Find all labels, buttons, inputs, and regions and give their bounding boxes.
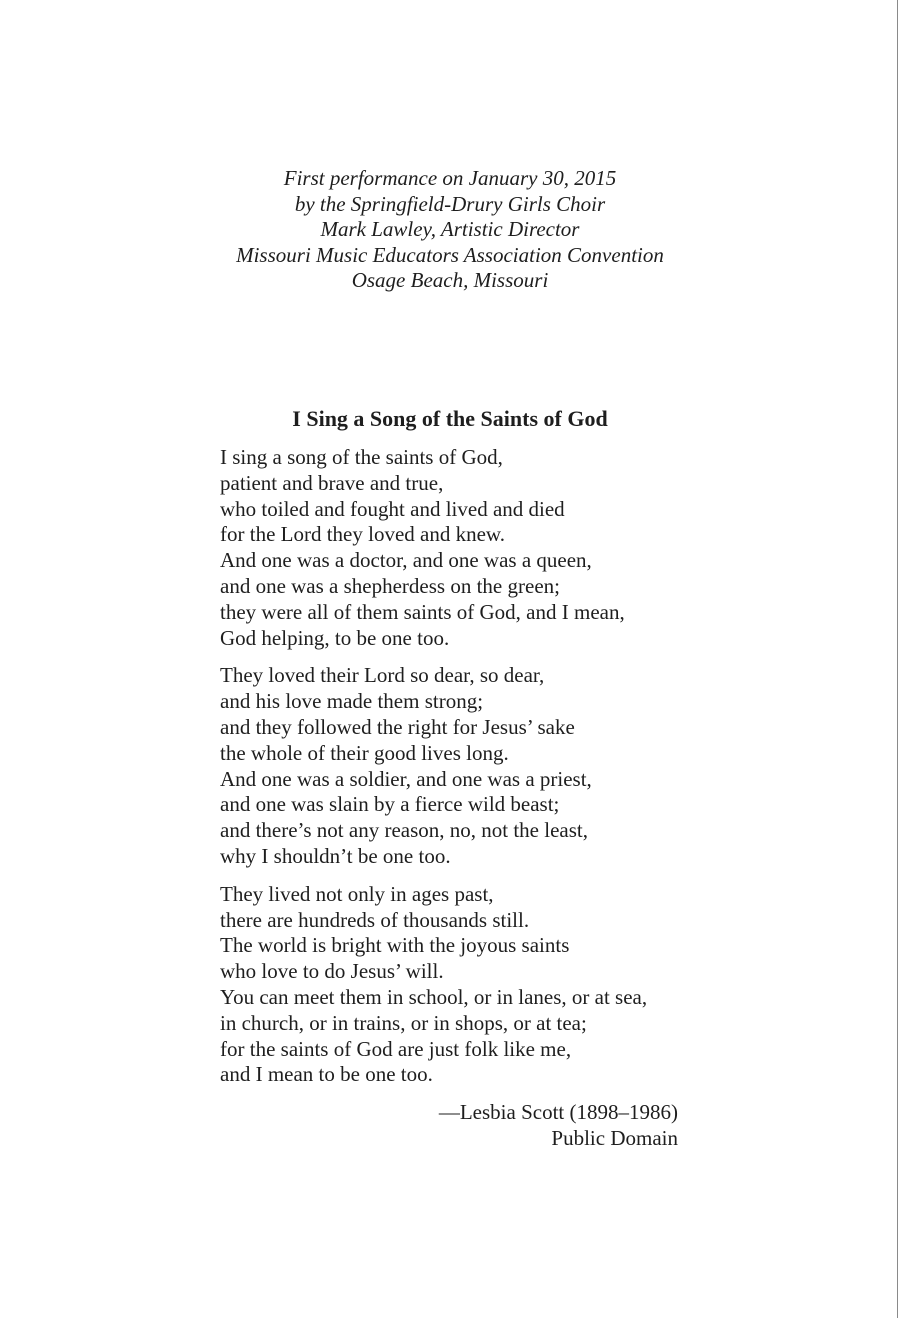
poem-line: who toiled and fought and lived and died [220, 496, 565, 521]
performance-note [0, 166, 900, 294]
poem-line: why I shouldn’t be one too. [220, 843, 451, 868]
poem-line: and one was a shepherdess on the green; [220, 573, 560, 598]
poem-line: who love to do Jesus’ will. [220, 959, 444, 984]
poem-line: The world is bright with the joyous saints [220, 933, 570, 958]
poem-title: I Sing a Song of the Saints of God [292, 406, 608, 431]
poem-line: They lived not only in ages past, [220, 881, 494, 906]
poem-line: I sing a song of the saints of God, [220, 445, 503, 469]
performance-line: Osage Beach, Missouri [351, 268, 549, 292]
poem-line: God helping, to be one too. [220, 625, 450, 650]
poem-line: And one was a doctor, and one was a queen, [220, 548, 592, 573]
performance-line: Mark Lawley, Artistic Director [320, 217, 580, 241]
author-credit: —Lesbia Scott (1898–1986) [438, 1100, 678, 1124]
rights-note: Public Domain [551, 1125, 678, 1150]
poem-line: patient and brave and true, [220, 470, 444, 495]
performance-line: by the Springfield-Drury Girls Choir [294, 191, 606, 216]
attribution [380, 1100, 678, 1152]
poem-line: for the Lord they loved and knew. [220, 522, 505, 547]
poem-line: And one was a soldier, and one was a priest, [220, 766, 592, 791]
poem-line: for the saints of God are just folk like me, [220, 1036, 572, 1061]
stanza-2 [220, 663, 690, 869]
poem-line: and his love made them strong; [220, 689, 484, 714]
poem-line: and there’s not any reason, no, not the least, [220, 818, 588, 843]
poem-line: and one was slain by a fierce wild beast; [220, 792, 560, 817]
performance-line: First performance on January 30, 2015 [283, 166, 617, 190]
poem-line: and they followed the right for Jesus’ sake [220, 714, 575, 739]
poem-line: in church, or in trains, or in shops, or at tea; [220, 1010, 587, 1035]
performance-line: Missouri Music Educators Association Convention [236, 242, 664, 267]
poem-line: You can meet them in school, or in lanes, or at sea, [220, 984, 648, 1009]
stanza-1 [220, 445, 690, 651]
poem-line: there are hundreds of thousands still. [220, 907, 530, 932]
poem-body [220, 445, 690, 1100]
poem-line: they were all of them saints of God, and I mean, [220, 599, 625, 624]
poem-line: the whole of their good lives long. [220, 740, 509, 765]
poem-line: and I mean to be one too. [220, 1062, 433, 1087]
poem-line: They loved their Lord so dear, so dear, [220, 663, 545, 688]
stanza-3 [220, 882, 690, 1088]
